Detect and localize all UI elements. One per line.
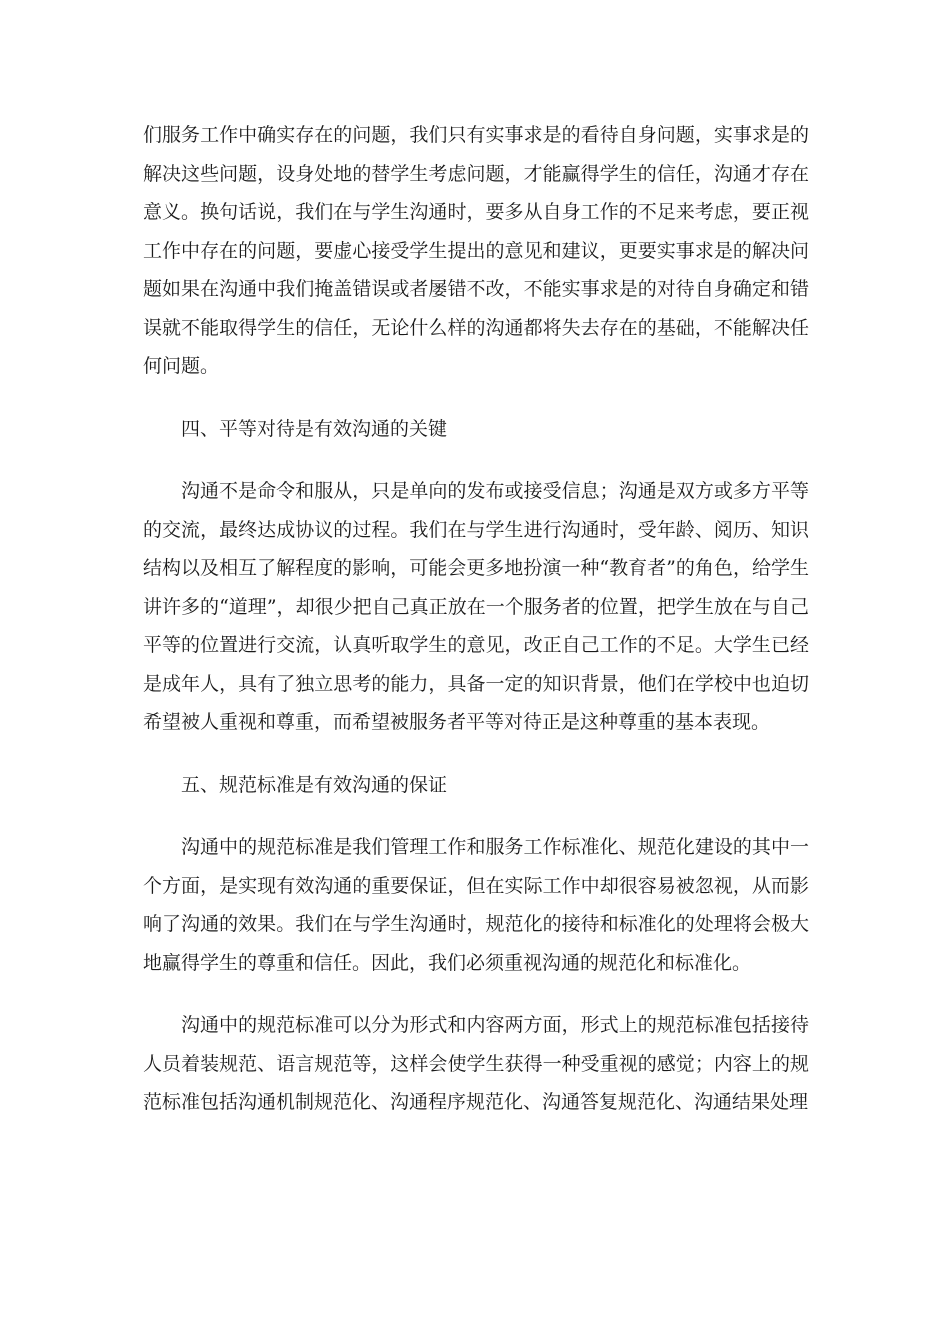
paragraph-spacer — [143, 448, 809, 472]
paragraph-spacer — [143, 386, 809, 410]
section-heading-4: 四、平等对待是有效沟通的关键 — [181, 417, 448, 440]
paragraph-standards-intro: 沟通中的规范标准是我们管理工作和服务工作标准化、规范化建设的其中一个方面，是实现有效沟通的重要保证，但在实际工作中却很容易被忽视，从而影响了沟通的效果。我们在与学生沟通时，规范化的接待和标准化的处理将会极大地赢得学生的尊重和信任。因此，我们必须重视沟通的规范化和标准化。 — [143, 836, 809, 974]
section-heading-5: 五、规范标准是有效沟通的保证 — [181, 773, 448, 796]
paragraph-continuation: 们服务工作中确实存在的问题，我们只有实事求是的看待自身问题，实事求是的解决这些问题，设身处地的替学生考虑问题，才能赢得学生的信任，沟通才存在意义。换句话说，我们在与学生沟通时，要多从自身工作的不足来考虑，要正视工作中存在的问题，要虚心接受学生提出的意见和建议，更要实事求是的解决问题如果在沟通中我们掩盖错误或者屡错不改，不能实事求是的对待自身确定和错误就不能取得学生的信任，无论什么样的沟通都将失去存在的基础，不能解决任何问题。 — [143, 124, 809, 377]
document-body — [143, 116, 809, 1122]
paragraph-equal-treatment: 沟通不是命令和服从，只是单向的发布或接受信息；沟通是双方或多方平等的交流，最终达成协议的过程。我们在与学生进行沟通时，受年龄、阅历、知识结构以及相互了解程度的影响，可能会更多地扮演一种“教育者”的角色，给学生讲许多的“道理”，却很少把自己真正放在一个服务者的位置，把学生放在与自己平等的位置进行交流，认真听取学生的意见，改正自己工作的不足。大学生已经是成年人，具有了独立思考的能力，具备一定的知识背景，他们在学校中也迫切希望被人重视和尊重，而希望被服务者平等对待正是这种尊重的基本表现。 — [143, 480, 809, 733]
paragraph-standards-detail: 沟通中的规范标准可以分为形式和内容两方面，形式上的规范标准包括接待人员着装规范、语言规范等，这样会使学生获得一种受重视的感觉；内容上的规范标准包括沟通机制规范化、沟通程序规范化、沟通答复规范化、沟通结果处理 — [143, 1014, 809, 1113]
paragraph-spacer — [143, 804, 809, 828]
paragraph-spacer — [143, 742, 809, 766]
paragraph-spacer — [143, 982, 809, 1006]
